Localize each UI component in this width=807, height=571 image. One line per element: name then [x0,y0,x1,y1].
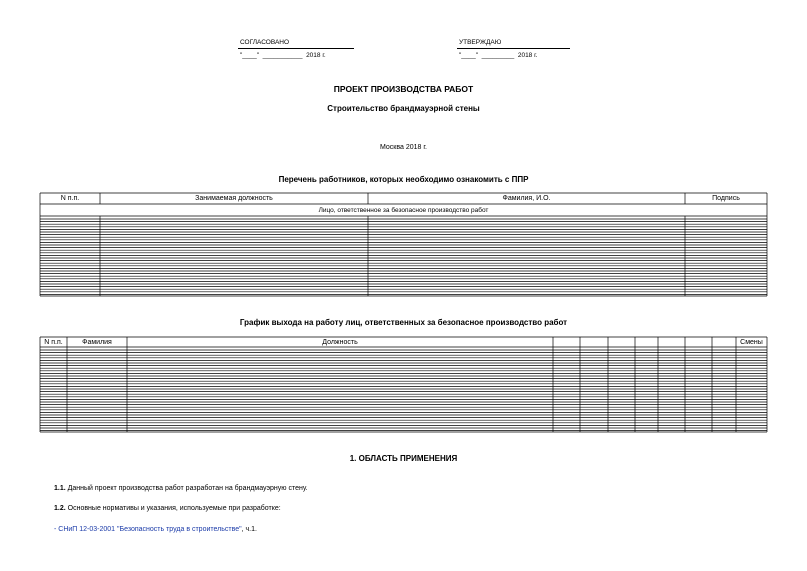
document-title: ПРОЕКТ ПРОИЗВОДСТВА РАБОТ [333,84,474,94]
table2-col-shifts: Смены [740,339,763,346]
document-subtitle: Строительство брандмауэрной стены [327,104,480,113]
approval-right-date: "____" _________ 2018 г. [459,52,538,59]
section1-heading: 1. ОБЛАСТЬ ПРИМЕНЕНИЯ [349,454,458,463]
paragraph-1-1-number: 1.1. [54,485,66,492]
approval-right-label: УТВЕРЖДАЮ [459,39,502,46]
paragraph-1-2-text: Основные нормативы и указания, используемые при разработке: [65,505,281,512]
table1-col-signature: Подпись [712,195,740,202]
snip-link[interactable]: - СНиП 12-03-2001 "Безопасность труда в строительстве" [54,526,242,533]
city-year: Москва 2018 г. [379,144,427,151]
table2-title: График выхода на работу лиц, ответственных за безопасное производство работ [239,318,568,327]
table2-col-surname: Фамилия [82,339,112,346]
snip-link-suffix: , ч.1. [241,526,257,533]
table1-title: Перечень работников, которых необходимо ознакомить с ППР [278,175,529,184]
paragraph-1-2 [54,505,281,512]
approval-left-date: "____" ___________ 2018 г. [240,52,326,59]
table1-col-position: Занимаемая должность [195,195,273,202]
table1-col-num: N п.п. [60,195,80,202]
table1-subheader: Лицо, ответственное за безопасное производство работ [318,207,489,214]
norm-reference [54,526,257,533]
approval-left-label: СОГЛАСОВАНО [240,39,290,46]
paragraph-1-2-number: 1.2. [54,505,66,512]
table2-col-position: Должность [322,339,358,346]
paragraph-1-1-text: Данный проект производства работ разработан на брандмауэрную стену. [65,485,308,492]
table2-col-num: N п.п. [44,339,63,346]
paragraph-1-1 [54,485,308,492]
table1-col-name: Фамилия, И.О. [502,195,551,202]
table2-grid [40,337,767,432]
